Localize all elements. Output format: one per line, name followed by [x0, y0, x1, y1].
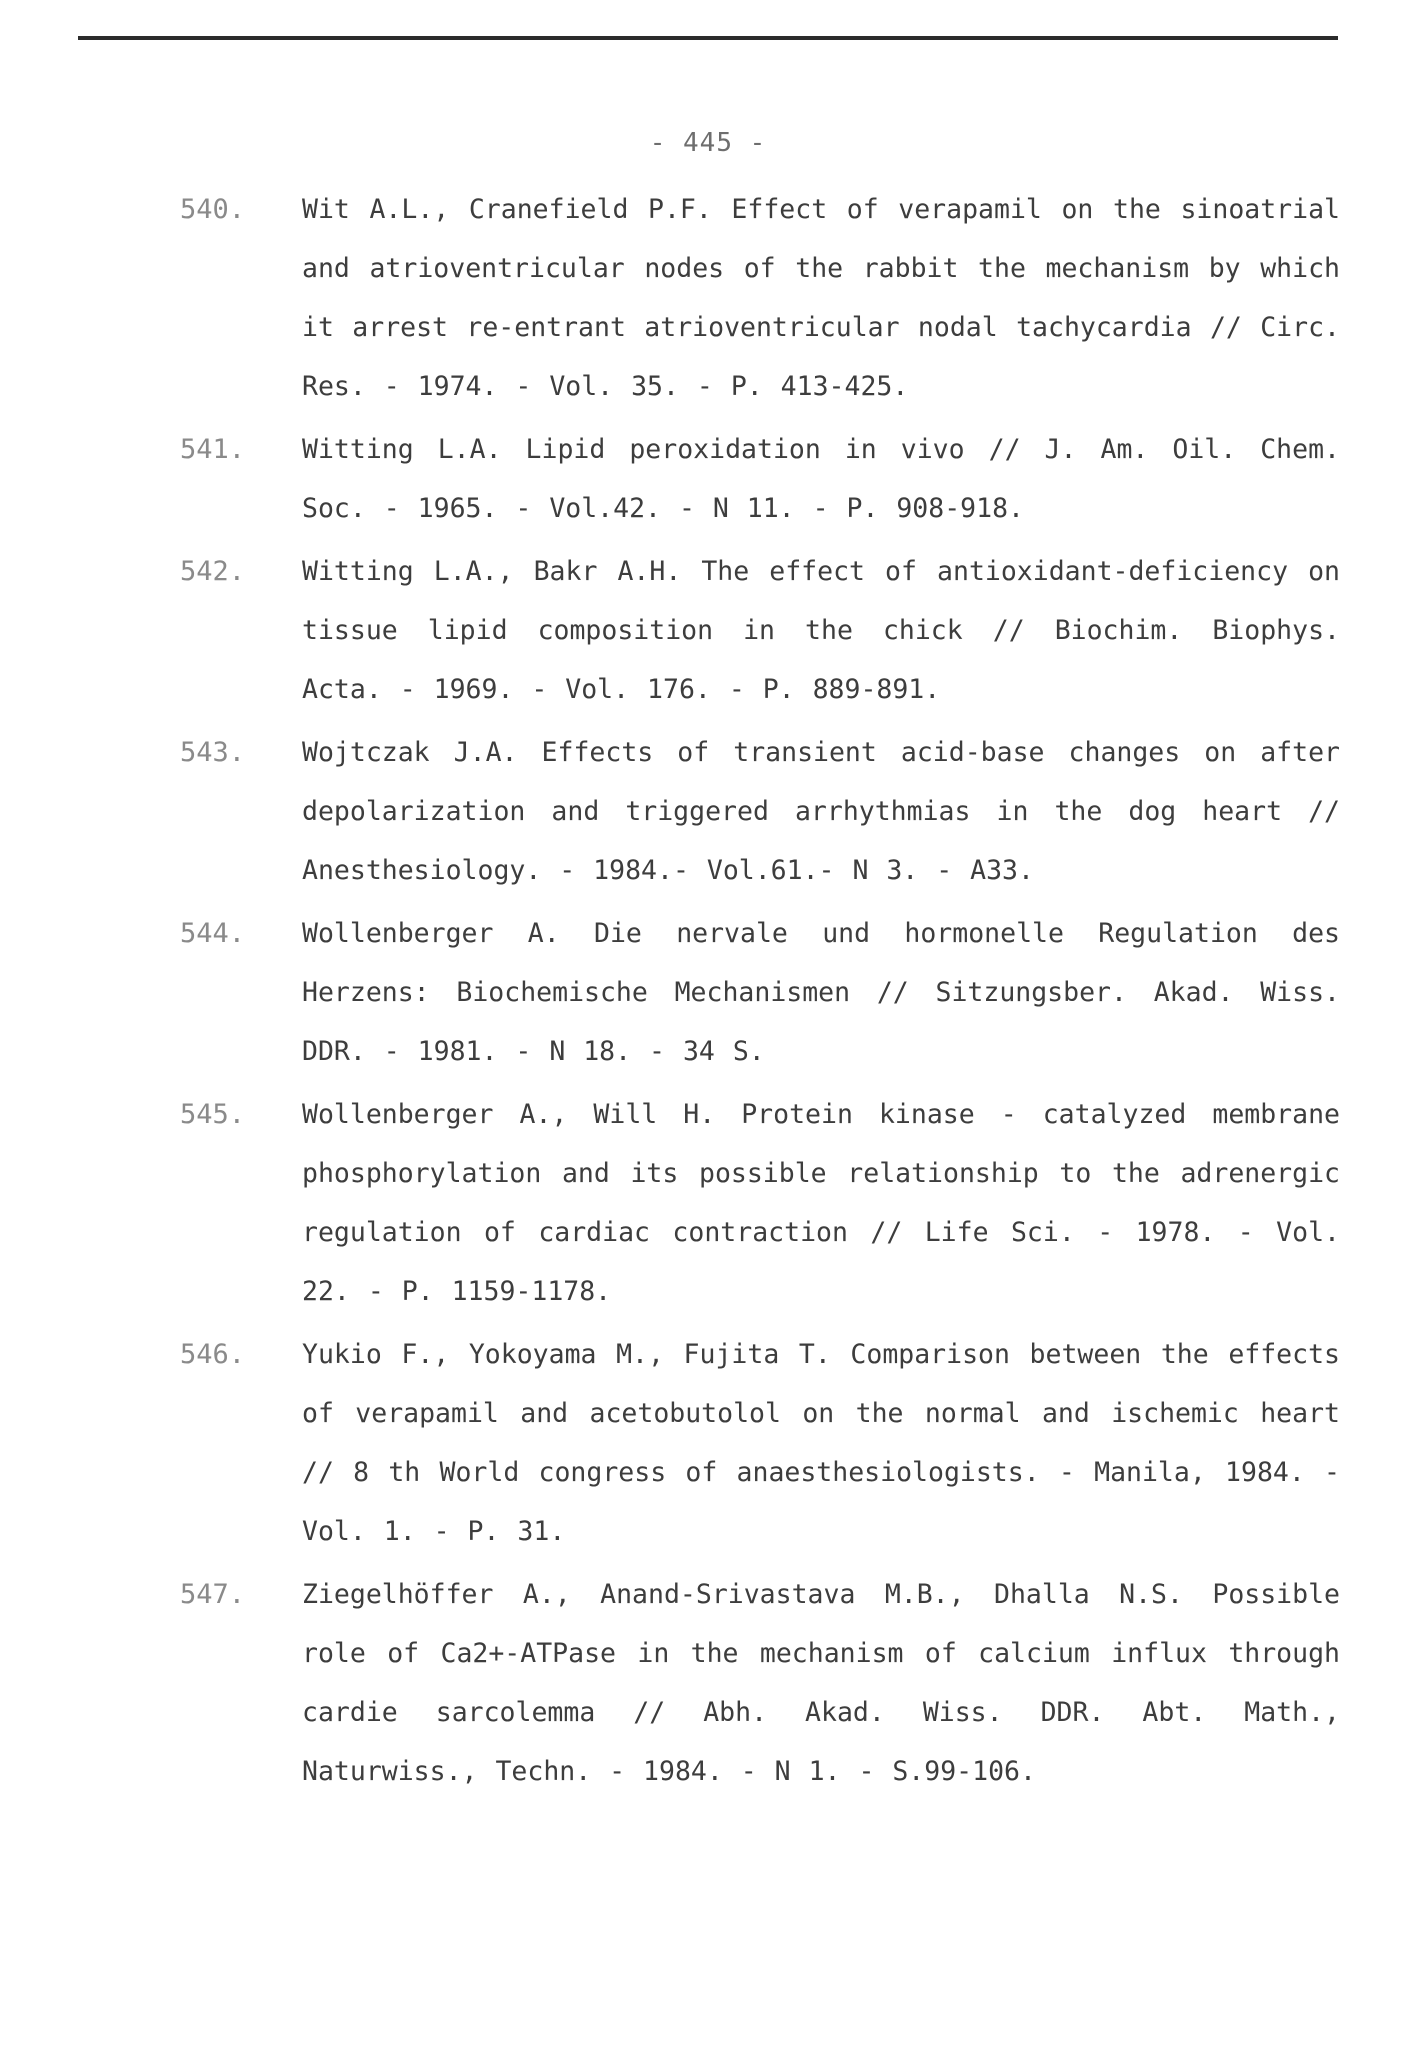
page-number: - 445 -: [649, 128, 767, 158]
reference-item: [180, 1565, 1340, 1801]
top-rule: [78, 36, 1338, 40]
reference-item: [180, 420, 1340, 538]
reference-number: 544.: [180, 918, 246, 949]
reference-number: 546.: [180, 1339, 246, 1370]
reference-number: 545.: [180, 1099, 246, 1130]
reference-text: Wit A.L., Cranefield P.F. Effect of verapamil on the sinoatrial and atrioventricular nodes of the rabbit the mechanism by which it arrest re-entrant atrioventricular nodal tachycardia // Circ. Res. - 1974. - Vol. 35. - P. 413-425.: [302, 194, 1340, 402]
reference-number: 547.: [180, 1579, 246, 1610]
reference-item: [180, 723, 1340, 900]
reference-item: [180, 1325, 1340, 1561]
reference-text: Wojtczak J.A. Effects of transient acid-base changes on after depolarization and triggered arrhythmias in the dog heart // Anesthesiology. - 1984.- Vol.61.- N 3. - A33.: [302, 737, 1340, 886]
reference-item: [180, 542, 1340, 719]
reference-list: [180, 180, 1340, 1805]
reference-number: 541.: [180, 434, 246, 465]
reference-number: 540.: [180, 194, 246, 225]
reference-item: [180, 904, 1340, 1081]
reference-text: Wollenberger A., Will H. Protein kinase - catalyzed membrane phosphorylation and its possible relationship to the adrenergic regulation of cardiac contraction // Life Sci. - 1978. - Vol. 22. - P. 1159-1178.: [302, 1099, 1340, 1307]
reference-text: Wollenberger A. Die nervale und hormonelle Regulation des Herzens: Biochemische Mechanismen // Sitzungsber. Akad. Wiss. DDR. - 1981. - N 18. - 34 S.: [302, 918, 1340, 1067]
reference-item: [180, 180, 1340, 416]
reference-text: Yukio F., Yokoyama M., Fujita T. Comparison between the effects of verapamil and acetobutolol on the normal and ischemic heart // 8 th World congress of anaesthesiologists. - Manila, 1984. - Vol. 1. - P. 31.: [302, 1339, 1340, 1547]
reference-text: Ziegelhöffer A., Anand-Srivastava M.B., Dhalla N.S. Possible role of Ca2+-ATPase in the mechanism of calcium influx through cardie sarcolemma // Abh. Akad. Wiss. DDR. Abt. Math., Naturwiss., Techn. - 1984. - N 1. - S.99-106.: [302, 1579, 1340, 1787]
reference-item: [180, 1085, 1340, 1321]
reference-number: 542.: [180, 556, 246, 587]
reference-number: 543.: [180, 737, 246, 768]
reference-text: Witting L.A., Bakr A.H. The effect of antioxidant-deficiency on tissue lipid composition in the chick // Biochim. Biophys. Acta. - 1969. - Vol. 176. - P. 889-891.: [302, 556, 1340, 705]
reference-text: Witting L.A. Lipid peroxidation in vivo // J. Am. Oil. Chem. Soc. - 1965. - Vol.42. - N 11. - P. 908-918.: [302, 434, 1340, 524]
